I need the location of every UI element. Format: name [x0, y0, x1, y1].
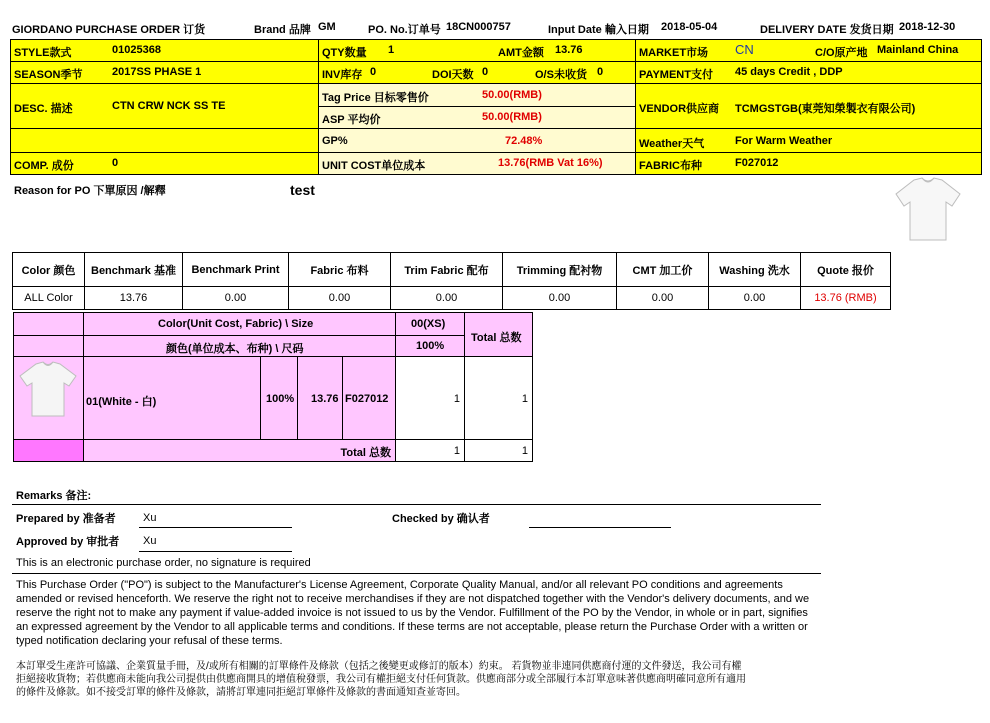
cost-cell: 0.00: [617, 287, 709, 310]
season-label: SEASON季节: [14, 69, 83, 81]
tag-price-value: 50.00(RMB): [482, 89, 542, 101]
cost-cell: 0.00: [709, 287, 801, 310]
brand-label: Brand 品牌: [254, 24, 311, 36]
product-tshirt-image: [892, 176, 964, 244]
cost-header-cell: Trim Fabric 配布: [391, 253, 503, 287]
pct-value: 100%: [266, 393, 295, 405]
remarks-divider: [12, 504, 821, 505]
total-label: Total 总数: [340, 447, 391, 459]
blank-row: [10, 128, 319, 153]
os-label: O/S未收货: [535, 69, 587, 81]
color-tshirt-image: [16, 360, 80, 420]
grand-total-value: 1: [521, 445, 528, 457]
cost-header-cell: Color 颜色: [13, 253, 85, 287]
inv-value: 0: [370, 66, 377, 78]
cost-header-cell: CMT 加工价: [617, 253, 709, 287]
cost-cell: 0.00: [183, 287, 289, 310]
cost-cell: ALL Color: [13, 287, 85, 310]
gp-value: 72.48%: [505, 135, 543, 147]
cost-cell: 13.76: [85, 287, 183, 310]
cost-breakdown-table: [12, 252, 891, 310]
cost-value-row: [13, 287, 891, 310]
cost-cell: 0.00: [289, 287, 391, 310]
style-value: 01025368: [112, 44, 161, 56]
matrix-header-line1: Color(Unit Cost, Fabric) \ Size: [158, 318, 314, 330]
season-value: 2017SS PHASE 1: [112, 66, 202, 78]
legal-divider: [12, 573, 821, 574]
legal-line: 拒絕接收貨物；若供應商未能向我公司提供由供應商開具的增值稅發票，我公司有權拒絕支付任何貨款。供應商部分或全部履行本訂單意味著供應商明確同意所有適用: [16, 674, 746, 685]
total-corner-cell: [13, 439, 84, 462]
origin-label: C/O原产地: [815, 47, 868, 59]
legal-chinese: [16, 660, 826, 699]
desc-label: DESC. 描述: [14, 103, 73, 115]
fabric-value: F027012: [345, 393, 389, 405]
size-pct: 100%: [416, 340, 445, 352]
amt-label: AMT金额: [498, 47, 544, 59]
unit-cost-value: 13.76: [311, 393, 339, 405]
matrix-corner-cell: [13, 312, 84, 336]
amt-value: 13.76: [555, 44, 583, 56]
inv-row: [318, 61, 636, 84]
electronic-note: This is an electronic purchase order, no signature is required: [16, 557, 311, 569]
reason-value: test: [290, 182, 315, 198]
cost-header-cell: Fabric 布料: [289, 253, 391, 287]
prepared-by-line: [139, 527, 292, 528]
checked-by-label: Checked by 确认者: [392, 513, 490, 525]
fabric-label: FABRIC布种: [639, 160, 702, 172]
desc-value: CTN CRW NCK SS TE: [112, 100, 226, 112]
vendor-value: TCMGSTGB(東莞知榮製衣有限公司): [735, 103, 916, 115]
legal-line: 本訂單受生產許可協議、企業質量手冊，及/或所有相關的訂單條件及條款（包括之後變更或修訂的版本）約束。 若貨物並非連同供應商付運的文件發送，我公司有權: [16, 661, 742, 672]
origin-value: Mainland China: [877, 44, 959, 56]
input-date-value: 2018-05-04: [661, 21, 718, 33]
fabric-value: F027012: [735, 157, 779, 169]
matrix-corner-cell: [13, 335, 84, 357]
color-value: 01(White - 白): [86, 396, 157, 408]
approved-by-label: Approved by 审批者: [16, 536, 120, 548]
po-info-block: [10, 39, 982, 175]
market-label: MARKET市场: [639, 47, 709, 59]
po-number-label: PO. No.订单号: [368, 24, 441, 36]
asp-label: ASP 平均价: [322, 114, 381, 126]
size-label: 00(XS): [411, 318, 446, 330]
vendor-label: VENDOR供应商: [639, 103, 720, 115]
cost-header-cell: Benchmark 基准: [85, 253, 183, 287]
total-qty-value: 1: [453, 445, 460, 457]
asp-value: 50.00(RMB): [482, 111, 542, 123]
doi-label: DOI天数: [432, 69, 474, 81]
cost-header-cell: Washing 洗水: [709, 253, 801, 287]
cost-header-cell: Trimming 配衬物: [503, 253, 617, 287]
legal-line: reserve the right not to make any payment if value-added invoice is not issued to us by the Vendor. Fulfillment of the PO by the Vendor, in whole or in part, signifies: [16, 607, 808, 619]
prepared-by-value: Xu: [143, 512, 157, 524]
style-label: STYLE款式: [14, 47, 72, 59]
doi-value: 0: [482, 66, 489, 78]
cost-cell: 0.00: [391, 287, 503, 310]
cost-cell: 0.00: [503, 287, 617, 310]
qty-label: QTY数量: [322, 47, 367, 59]
weather-label: Weather天气: [639, 138, 705, 150]
tag-price-label: Tag Price 目标零售价: [322, 92, 429, 104]
gp-row: [318, 128, 636, 153]
legal-line: This Purchase Order ("PO") is subject to the Manufacturer's License Agreement, Corporate Quality Manual, and/or all relevant PO conditions and agreements: [16, 579, 783, 591]
approved-by-line: [139, 551, 292, 552]
payment-value: 45 days Credit , DDP: [735, 66, 843, 78]
brand-value: GM: [318, 21, 336, 33]
delivery-date-label: DELIVERY DATE 发货日期: [760, 24, 894, 36]
legal-line: typed notification declaring your refusal of these terms.: [16, 635, 283, 647]
unit-cost-value: 13.76(RMB Vat 16%): [498, 157, 603, 169]
unit-cost-label: UNIT COST单位成本: [322, 160, 426, 172]
qty-value: 1: [388, 44, 395, 56]
market-value: CN: [735, 42, 754, 57]
remarks-label: Remarks 备注:: [16, 490, 92, 502]
total-header: Total 总数: [471, 332, 522, 344]
os-value: 0: [597, 66, 604, 78]
quote-cell: 13.76 (RMB): [801, 287, 891, 310]
inv-label: INV库存: [322, 69, 363, 81]
cost-header-cell: Benchmark Print: [183, 253, 289, 287]
gp-label: GP%: [322, 135, 348, 147]
qty-value: 1: [453, 393, 460, 405]
prepared-by-label: Prepared by 准备者: [16, 513, 116, 525]
input-date-label: Input Date 輸入日期: [548, 24, 649, 36]
cost-header-cell: Quote 报价: [801, 253, 891, 287]
approved-by-value: Xu: [143, 535, 157, 547]
row-total-value: 1: [521, 393, 528, 405]
delivery-date-value: 2018-12-30: [899, 21, 956, 33]
cost-header-row: [13, 253, 891, 287]
comp-value: 0: [112, 157, 119, 169]
checked-by-line: [529, 527, 671, 528]
reason-label: Reason for PO 下單原因 /解釋: [14, 185, 166, 197]
legal-line: 的條件及條款。如不接受訂單的條件及條款，請將訂單連同拒絕訂單條件及條款的書面通知查並寄回。: [16, 687, 466, 698]
comp-label: COMP. 成份: [14, 160, 74, 172]
po-title: GIORDANO PURCHASE ORDER 订货: [12, 24, 206, 36]
legal-english: [16, 578, 826, 648]
legal-line: amended or revised henceforth. We reserve the right not to receive merchandises if they are not dispatched together with the Vendor's delivery documents, and we: [16, 593, 810, 605]
po-number-value: 18CN000757: [446, 21, 511, 33]
matrix-header-line2: 颜色(单位成本、布种) \ 尺码: [166, 343, 304, 355]
payment-label: PAYMENT支付: [639, 69, 713, 81]
legal-line: an expressed agreement by the Vendor to all applicable terms and conditions. If these terms are not acceptable, please return the Purchase Order with a written or: [16, 621, 808, 633]
weather-value: For Warm Weather: [735, 135, 833, 147]
